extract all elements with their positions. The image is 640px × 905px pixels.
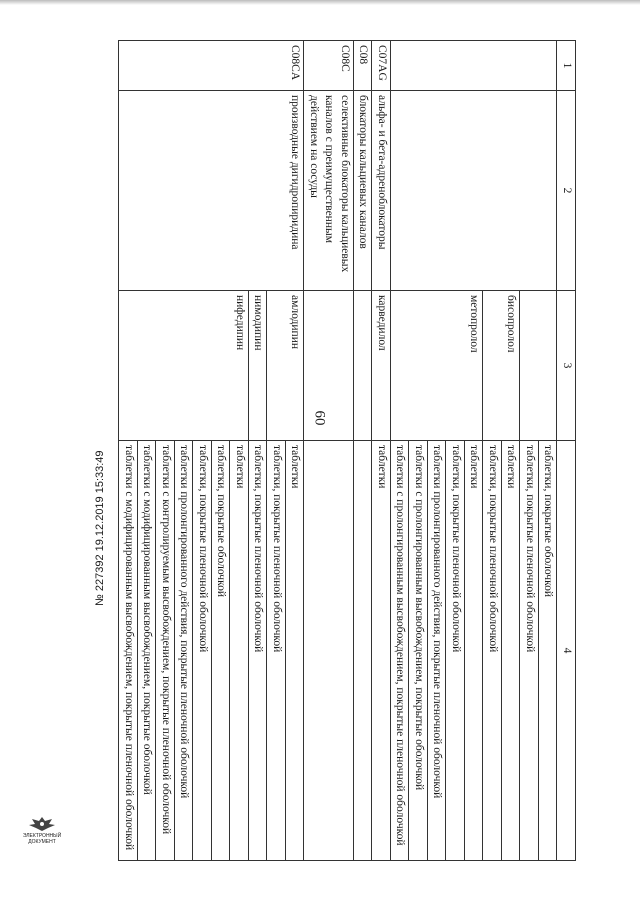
drug-table [118, 40, 576, 861]
atc-code-cell: C07AG [372, 41, 391, 91]
dosage-form-cell: таблетки пролонгированного действия, покрытые пленочной оболочкой [174, 441, 193, 861]
scan-edge [0, 0, 640, 5]
group-name-cell [390, 91, 557, 291]
drug-name-cell: бисопролол [483, 291, 520, 441]
emblem-label: ЭЛЕКТРОННЫЙ ДОКУМЕНТ [22, 833, 62, 845]
dosage-form-cell: таблетки, покрытые оболочкой [538, 441, 557, 861]
dosage-form-cell: таблетки, покрытые пленочной оболочкой [267, 441, 286, 861]
eagle-icon [22, 815, 62, 833]
atc-code-cell [390, 41, 557, 91]
rotated-table-container [62, 40, 576, 860]
header-row [557, 41, 576, 861]
dosage-form-cell: таблетки [230, 441, 249, 861]
dosage-form-cell: таблетки, покрытые пленочной оболочкой [446, 441, 465, 861]
dosage-form-cell [353, 441, 372, 861]
dosage-form-cell: таблетки с модифицированным высвобождением, покрытые пленочной оболочкой [119, 441, 138, 861]
dosage-form-cell: таблетки, покрытые пленочной оболочкой [248, 441, 267, 861]
document-stamp: № 227392 19.12.2019 15:33:49 [94, 450, 106, 606]
drug-name-cell: нифедипин [119, 291, 249, 441]
dosage-form-cell: таблетки, покрытые пленочной оболочкой [520, 441, 539, 861]
drug-name-cell: карведилол [372, 291, 391, 441]
dosage-form-cell: таблетки пролонгированного действия, покрытые пленочной оболочкой [427, 441, 446, 861]
dosage-form-cell: таблетки с пролонгированным высвобождением, покрытые оболочкой [409, 441, 428, 861]
drug-name-cell [353, 291, 372, 441]
atc-code-cell: C08 [353, 41, 372, 91]
drug-name-cell: нимодипин [248, 291, 267, 441]
drug-name-cell [520, 291, 557, 441]
dosage-form-cell: таблетки [285, 441, 304, 861]
group-name-cell: производные дигидропиридина [119, 91, 304, 291]
table-row [353, 41, 372, 861]
atc-code-cell: C08C [304, 41, 354, 91]
header-col-1: 1 [557, 41, 576, 91]
electronic-document-emblem [22, 815, 62, 845]
group-name-cell: альфа- и бета-адреноблокаторы [372, 91, 391, 291]
group-name-cell: блокаторы кальциевых каналов [353, 91, 372, 291]
header-col-3: 3 [557, 291, 576, 441]
table-row [304, 41, 354, 861]
drug-name-cell: метопролол [390, 291, 483, 441]
dosage-form-cell: таблетки с пролонгированным высвобождением, покрытые пленочной оболочкой [390, 441, 409, 861]
table-row [285, 41, 304, 861]
table-row [372, 41, 391, 861]
group-name-cell: селективные блокаторы кальциевых каналов с преимущественным действием на сосуды [304, 91, 354, 291]
dosage-form-cell: таблетки, покрытые пленочной оболочкой [193, 441, 212, 861]
page-number: 60 [311, 410, 328, 426]
dosage-form-cell: таблетки [464, 441, 483, 861]
dosage-form-cell [304, 441, 354, 861]
table-row [538, 41, 557, 861]
dosage-form-cell: таблетки [501, 441, 520, 861]
atc-code-cell: C08CA [119, 41, 304, 91]
dosage-form-cell: таблетки, покрытые оболочкой [211, 441, 230, 861]
dosage-form-cell: таблетки [372, 441, 391, 861]
dosage-form-cell: таблетки с контролируемым высвобождением, покрытые пленочной оболочкой [156, 441, 175, 861]
drug-name-cell [304, 291, 354, 441]
drug-name-cell: амлодипин [267, 291, 304, 441]
dosage-form-cell: таблетки с модифицированным высвобождением, покрытые оболочкой [137, 441, 156, 861]
header-col-4: 4 [557, 441, 576, 861]
header-col-2: 2 [557, 91, 576, 291]
dosage-form-cell: таблетки, покрытые пленочной оболочкой [483, 441, 502, 861]
